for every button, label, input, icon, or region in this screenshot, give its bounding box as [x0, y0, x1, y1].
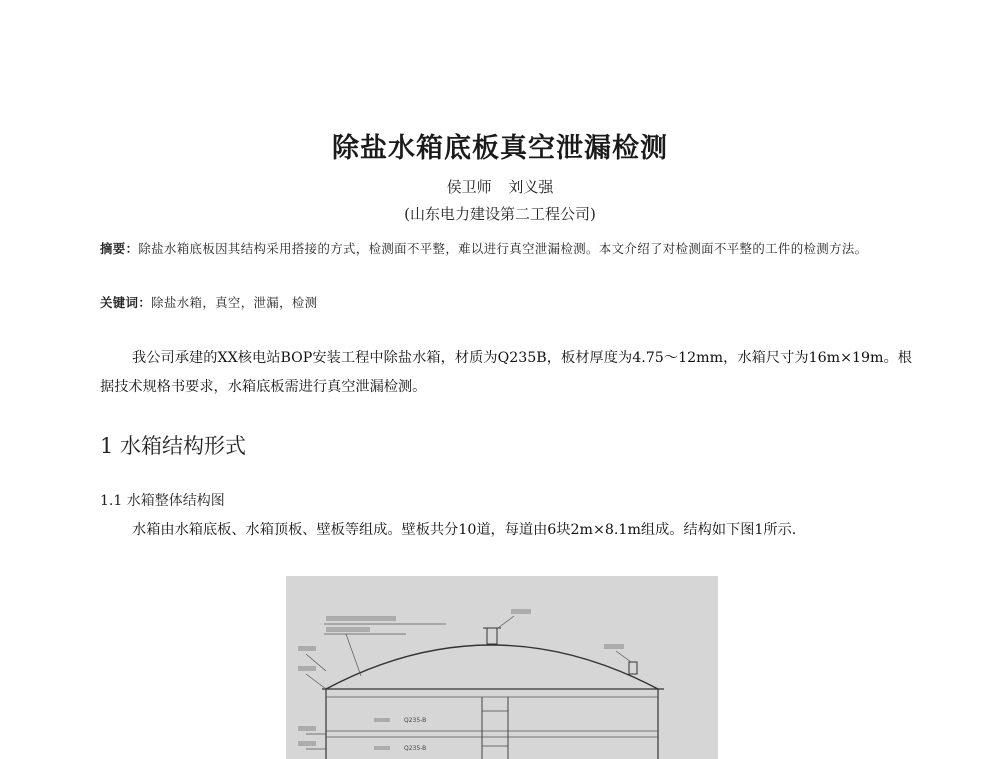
section-heading-1: 1 水箱结构形式 [100, 434, 247, 458]
keywords-label: 关键词： [100, 295, 152, 310]
structure-paragraph: 水箱由水箱底板、水箱顶板、壁板等组成。壁板共分10道，每道由6块2m×8.1m组成。结构如下图1所示. [132, 522, 797, 538]
keywords [100, 293, 317, 311]
tank-drawing [286, 576, 718, 759]
abstract [100, 236, 912, 262]
affiliation: (山东电力建设第二工程公司) [404, 205, 596, 223]
authors: 侯卫师 刘义强 [446, 178, 554, 196]
section-heading-1-1: 1.1 水箱整体结构图 [100, 493, 225, 509]
page-title: 除盐水箱底板真空泄漏检测 [332, 133, 668, 164]
abstract-text: 除盐水箱底板因其结构采用搭接的方式，检测面不平整，难以进行真空泄漏检测。本文介绍了对检测面不平整的工件的检测方法。 [138, 241, 868, 256]
keywords-text: 除盐水箱，真空，泄漏，检测 [151, 295, 318, 310]
tank-structure-figure [286, 576, 718, 759]
plate-label-1: Q235-B [404, 717, 427, 724]
plate-label-2: Q235-B [404, 745, 427, 752]
abstract-label: 摘要： [100, 241, 139, 256]
intro-paragraph: 我公司承建的XX核电站BOP安装工程中除盐水箱，材质为Q235B，板材厚度为4.75～12mm，水箱尺寸为16m×19m。根据技术规格书要求，水箱底板需进行真空泄漏检测。 [100, 350, 912, 395]
